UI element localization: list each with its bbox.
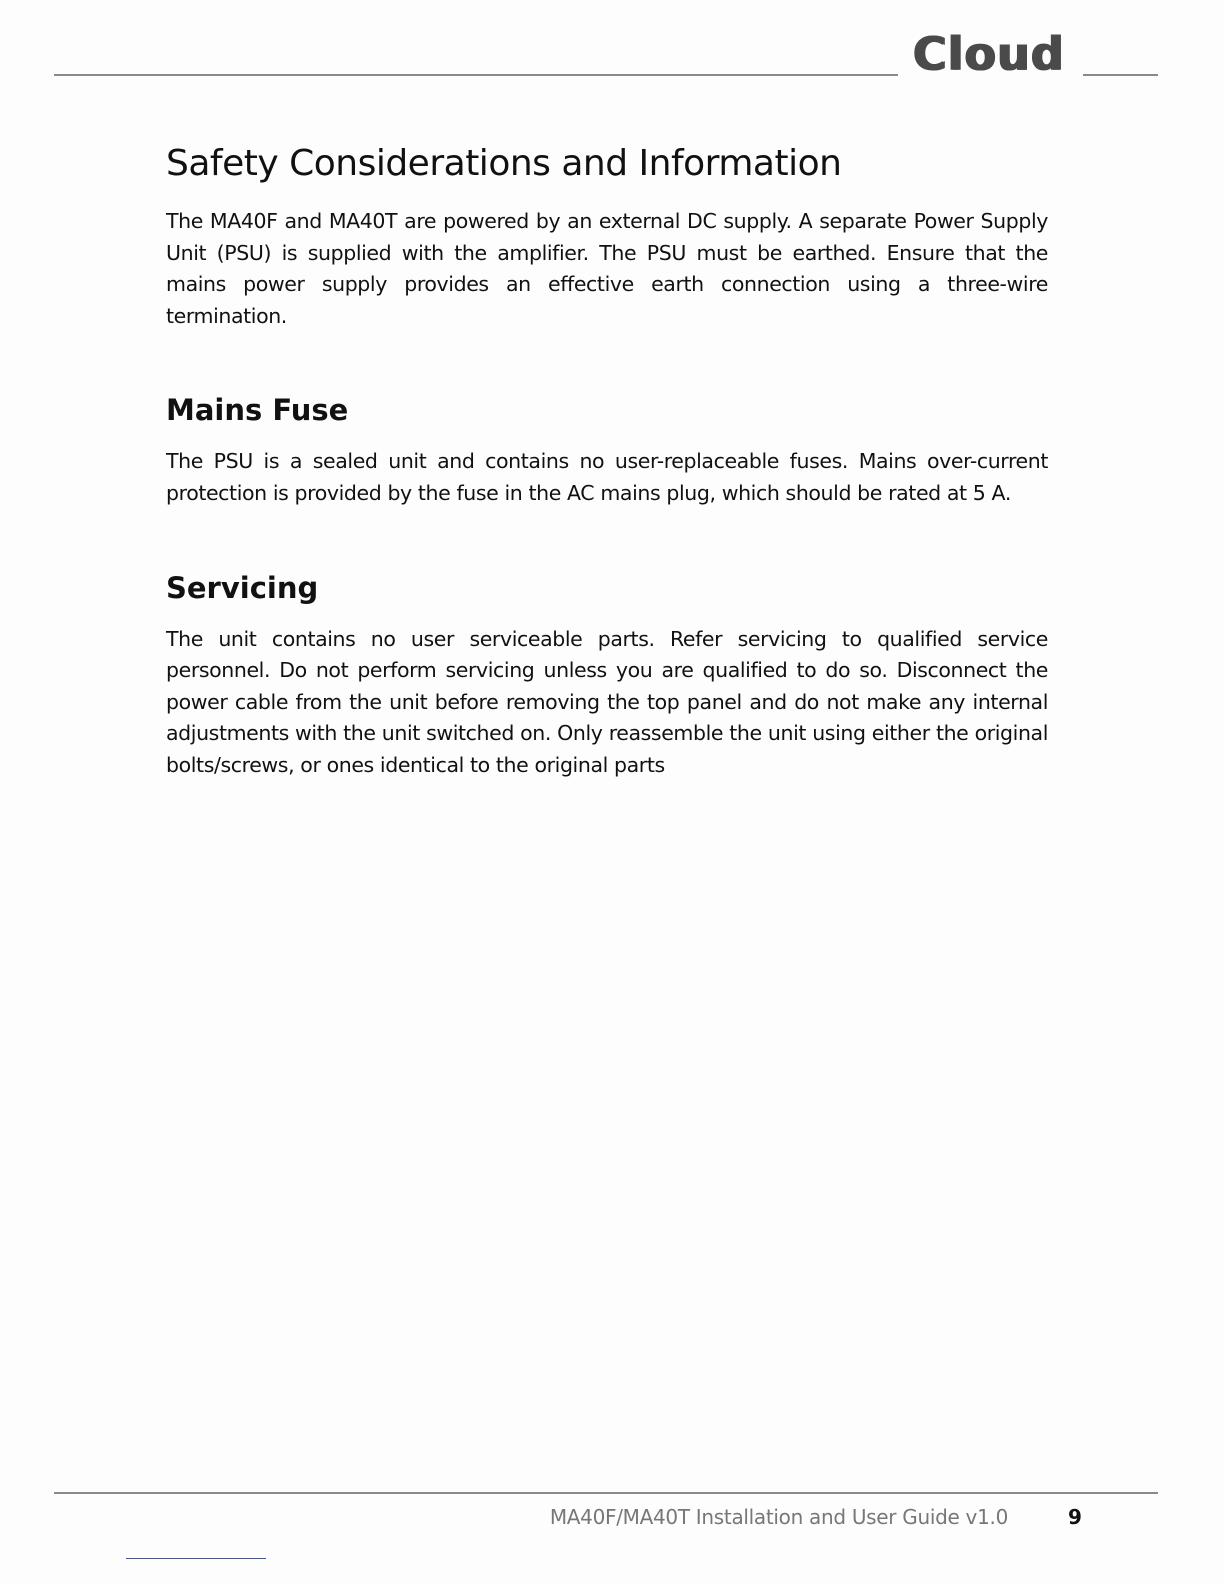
page-title: Safety Considerations and Information <box>166 143 842 184</box>
footer-guide-title: MA40F/MA40T Installation and User Guide v1.0 <box>549 1505 1008 1529</box>
intro-paragraph: The MA40F and MA40T are powered by an external DC supply. A separate Power Supply Unit (PSU) is supplied with the amplifier. The PSU must be earthed. Ensure that the mains power supply provides an effective earth connection using a three-wire termination. <box>166 209 1048 328</box>
section-spacer <box>166 510 1048 570</box>
section-body-servicing: The unit contains no user serviceable parts. Refer servicing to qualified service personnel. Do not perform servicing unless you are qualified to do so. Disconnect the power cable from the unit before removing the top panel and do not make any internal adjustments with the unit switched on. Only reassemble the unit using either the original bolts/screws, or ones identical to the original parts <box>166 626 1048 777</box>
page-content <box>166 140 1048 782</box>
section-heading-servicing: Servicing <box>166 570 319 605</box>
footer-rule <box>54 1492 1158 1494</box>
section-body-mains-fuse: The PSU is a sealed unit and contains no user-replaceable fuses. Mains over-current protection is provided by the fuse in the AC mains plug, which should be rated at 5 A. <box>166 449 1048 505</box>
cloud-logo: Cloud <box>912 27 1064 81</box>
section-spacer <box>166 332 1048 392</box>
bottom-link-underline <box>126 1558 266 1559</box>
header-rule-right <box>1083 74 1158 76</box>
section-heading-mains-fuse: Mains Fuse <box>166 393 349 428</box>
header-rule-left <box>54 74 898 76</box>
page-number: 9 <box>1068 1505 1082 1529</box>
